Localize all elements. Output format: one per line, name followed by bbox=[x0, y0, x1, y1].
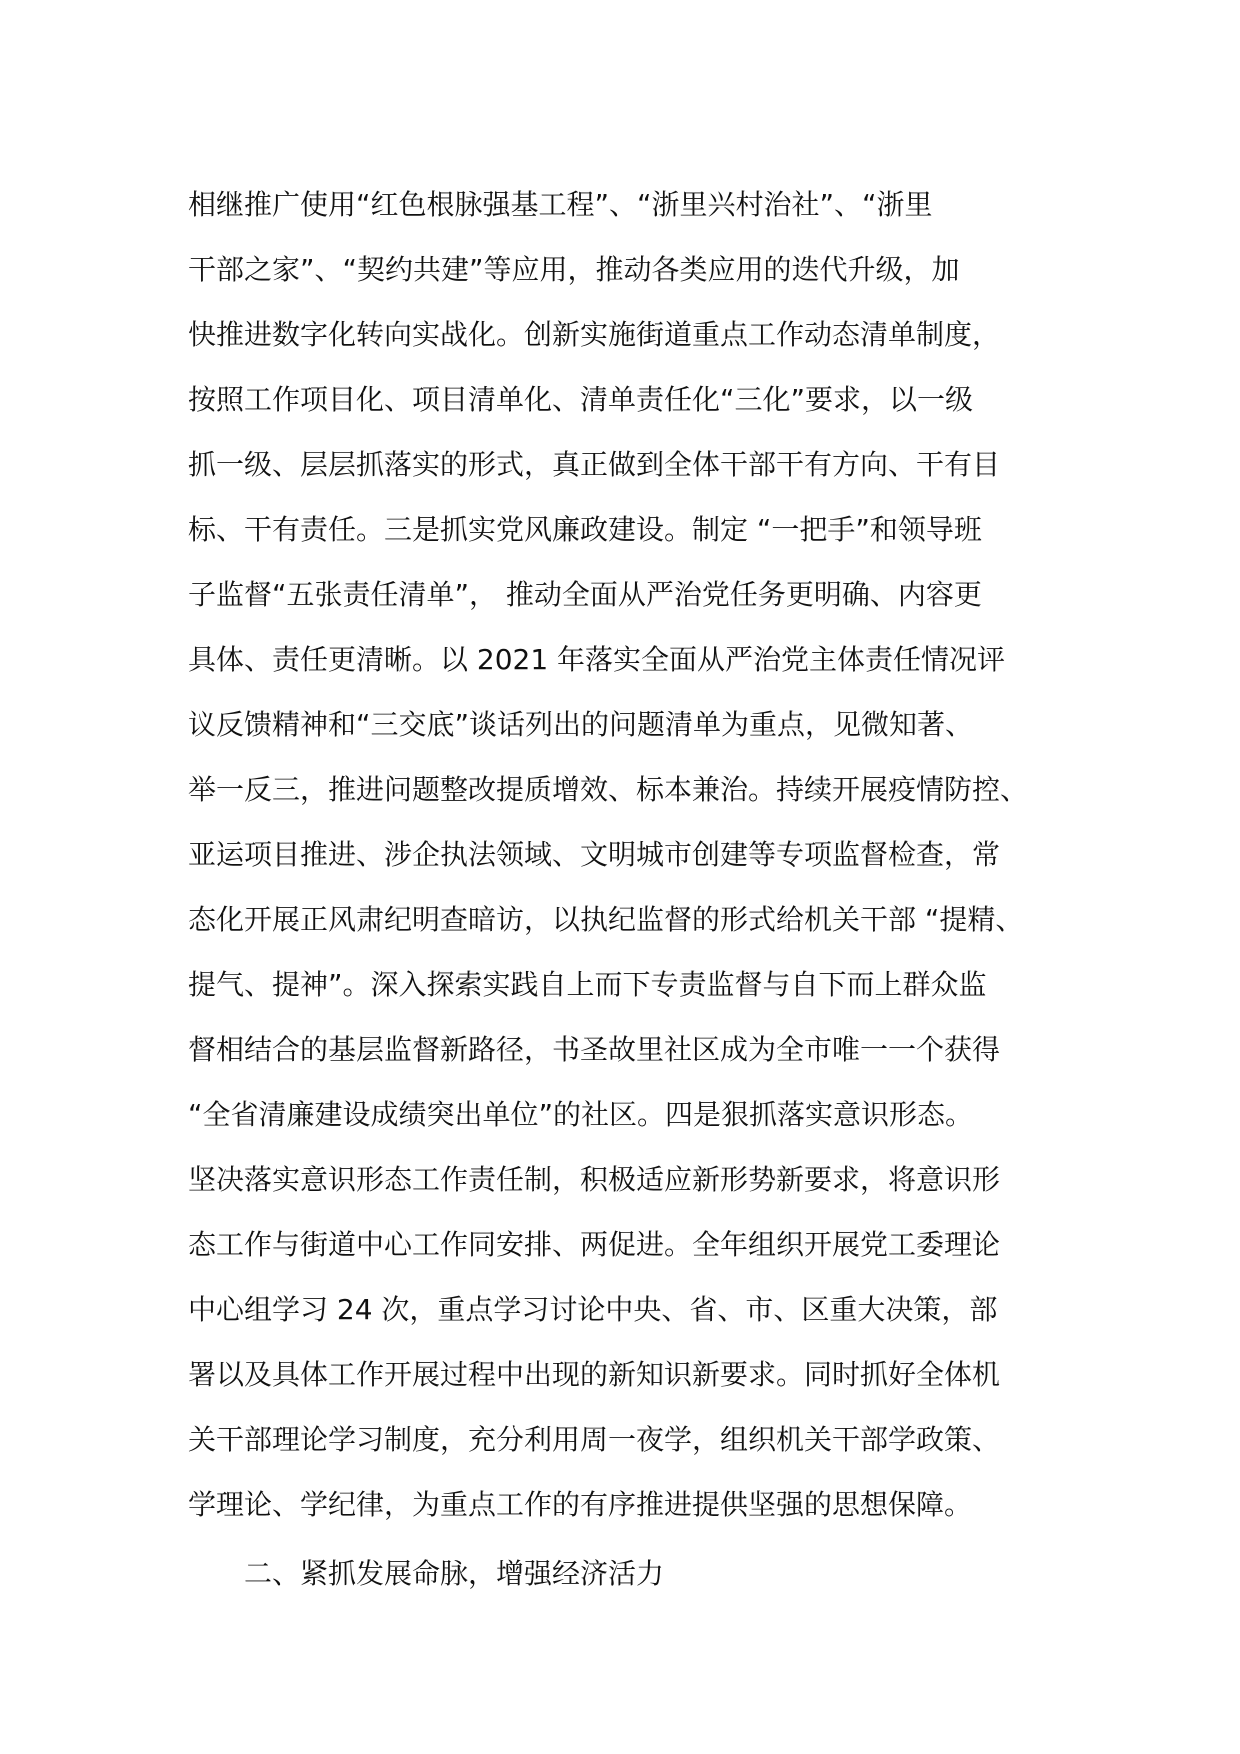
text-line-6: 标、干有责任。三是抓实党风廉政建设。制定 “一把手”和领导班 bbox=[188, 513, 982, 546]
document-body bbox=[188, 172, 1088, 1606]
text-line-16: 坚决落实意识形态工作责任制，积极适应新形势新要求，将意识形 bbox=[188, 1163, 1001, 1196]
text-line-13: 提气、提神”。深入探索实践自上而下专责监督与自下而上群众监 bbox=[188, 968, 987, 1001]
text-line-17: 态工作与街道中心工作同安排、两促进。全年组织开展党工委理论 bbox=[188, 1228, 1001, 1261]
text-line-19: 署以及具体工作开展过程中出现的新知识新要求。同时抓好全体机 bbox=[188, 1358, 1001, 1391]
text-line-9: 议反馈精神和“三交底”谈话列出的问题清单为重点，见微知著、 bbox=[188, 708, 974, 741]
text-line-20: 关干部理论学习制度，充分利用周一夜学，组织机关干部学政策、 bbox=[188, 1423, 1001, 1456]
text-line-12: 态化开展正风肃纪明查暗访，以执纪监督的形式给机关干部 “提精、 bbox=[188, 903, 1024, 936]
text-line-3: 快推进数字化转向实战化。创新实施街道重点工作动态清单制度， bbox=[188, 318, 1001, 351]
text-line-10: 举一反三，推进问题整改提质增效、标本兼治。持续开展疫情防控、 bbox=[188, 773, 1029, 806]
text-line-21: 学理论、学纪律，为重点工作的有序推进提供坚强的思想保障。 bbox=[188, 1488, 973, 1521]
text-line-8: 具体、责任更清晰。以 2021 年落实全面从严治党主体责任情况评 bbox=[188, 643, 1006, 676]
text-line-5: 抓一级、层层抓落实的形式，真正做到全体干部干有方向、干有目 bbox=[188, 448, 1001, 481]
text-line-11: 亚运项目推进、涉企执法领域、文明城市创建等专项监督检查，常 bbox=[188, 838, 1001, 871]
text-line-7: 子监督“五张责任清单”， 推动全面从严治党任务更明确、内容更 bbox=[188, 578, 982, 611]
text-line-15: “全省清廉建设成绩突出单位”的社区。四是狠抓落实意识形态。 bbox=[188, 1098, 974, 1131]
text-line-18: 中心组学习 24 次，重点学习讨论中央、省、市、区重大决策，部 bbox=[188, 1293, 998, 1326]
text-line-1: 相继推广使用“红色根脉强基工程”、“浙里兴村治社”、“浙里 bbox=[188, 188, 933, 221]
text-line-4: 按照工作项目化、项目清单化、清单责任化“三化”要求，以一级 bbox=[188, 383, 974, 416]
text-line-2: 干部之家”、“契约共建”等应用，推动各类应用的迭代升级，加 bbox=[188, 253, 960, 286]
section-heading: 二、紧抓发展命脉，增强经济活力 bbox=[244, 1557, 665, 1590]
text-line-14: 督相结合的基层监督新路径，书圣故里社区成为全市唯一一个获得 bbox=[188, 1033, 1001, 1066]
